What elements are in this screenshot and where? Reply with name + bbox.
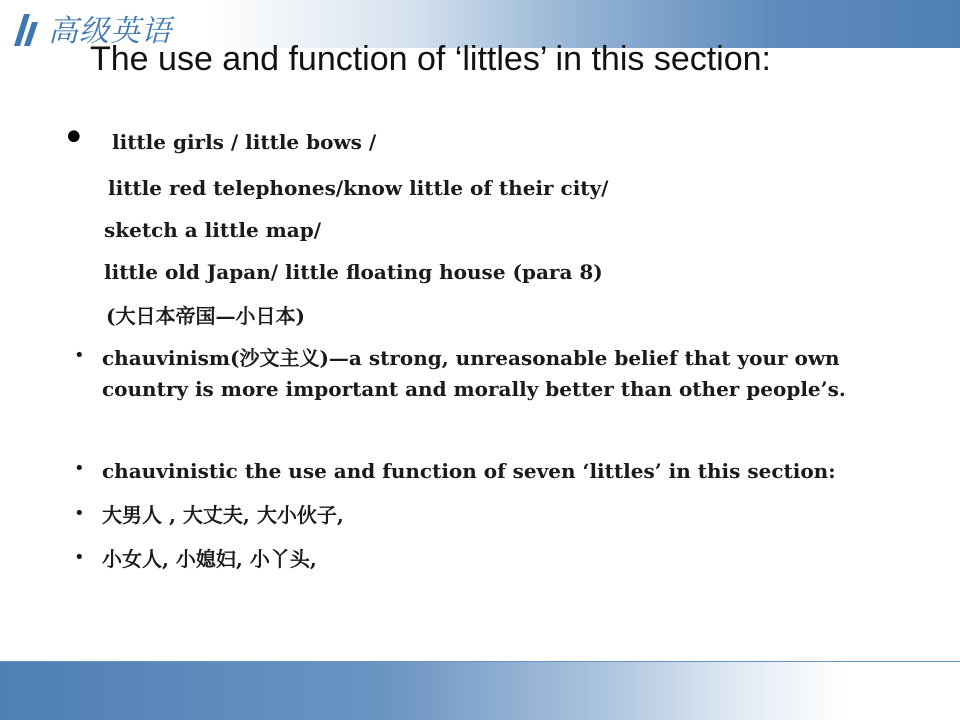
main-bullet: • xyxy=(62,115,86,161)
chauvinistic-line: chauvinistic the use and function of seven ‘littles’ in this section: xyxy=(102,459,836,483)
bullet-marker: • xyxy=(74,458,85,479)
logo-text: 高级英语 xyxy=(48,14,172,49)
chauvinism-definition: chauvinism(沙文主义)—a strong, unreasonable belief that your own country is more important and morally better than other people’s. xyxy=(102,346,846,401)
male-terms-line: 大男人 , 大丈夫, 大小伙子, xyxy=(102,503,344,527)
bullet-marker: • xyxy=(74,345,85,366)
little-line-2: little red telephones/know little of their city/ xyxy=(108,176,609,200)
female-terms-line: 小女人, 小媳妇, 小丫头, xyxy=(102,547,317,571)
bottom-decorative-band xyxy=(0,662,960,720)
bullet-marker: • xyxy=(74,503,85,524)
logo-mark-icon xyxy=(10,8,44,48)
little-line-1: little girls / little bows / xyxy=(112,130,377,154)
slide-title: The use and function of ‘littles’ in this section: xyxy=(90,40,771,78)
little-line-5: (大日本帝国—小日本) xyxy=(106,304,305,328)
little-line-4: little old Japan/ little floating house (para 8) xyxy=(104,260,603,284)
bullet-marker: • xyxy=(74,547,85,568)
little-line-3: sketch a little map/ xyxy=(104,218,322,242)
